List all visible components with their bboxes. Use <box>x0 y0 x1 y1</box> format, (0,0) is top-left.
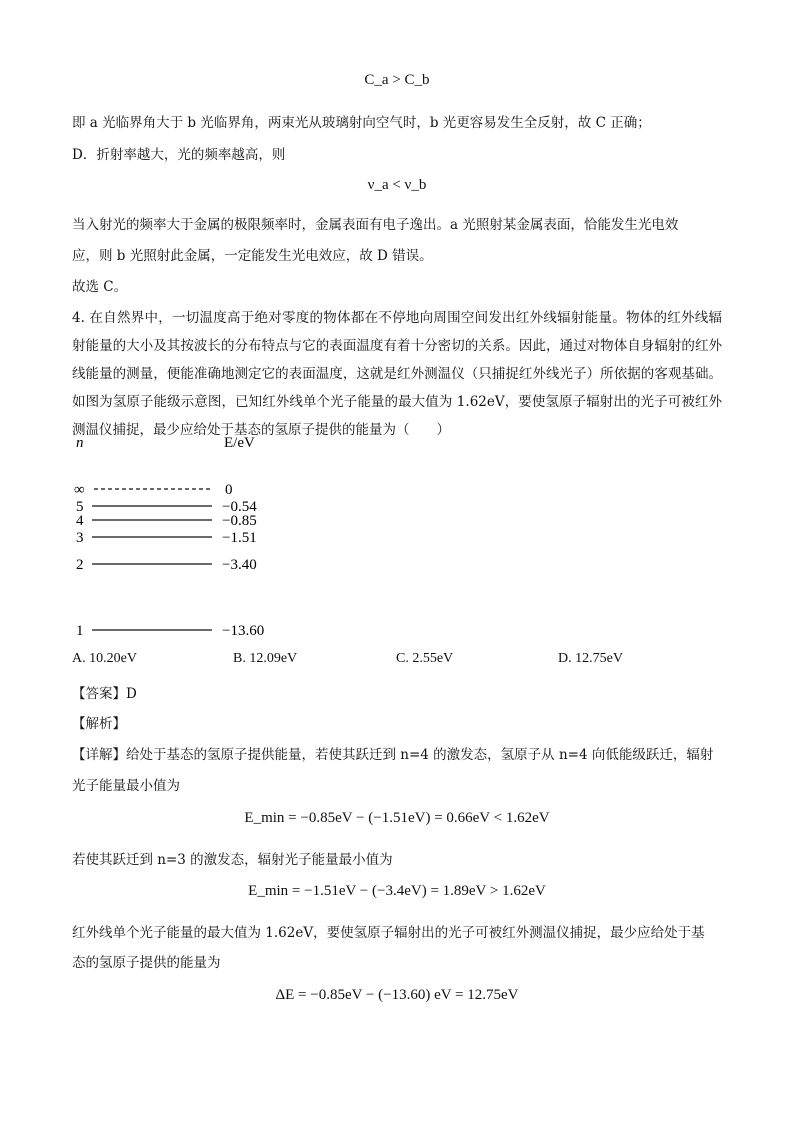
equation-n4: E_min = −0.85eV − (−1.51eV) = 0.66eV < 1.62eV <box>244 810 550 826</box>
level-e-3: −1.51 <box>222 530 257 546</box>
level-n-5: 5 <box>76 499 84 515</box>
level-e-1: −13.60 <box>222 623 265 639</box>
text-line: 应，则 b 光照射此金属，一定能发生光电效应，故 D 错误。 <box>72 248 433 264</box>
detail-line: 若使其跃迁到 n=3 的激发态，辐射光子能量最小值为 <box>72 852 393 868</box>
text-line: 故选 C。 <box>72 279 128 295</box>
analysis-label: 【解析】 <box>72 716 126 732</box>
option-c: C. 2.55eV <box>396 651 454 666</box>
detail-line: 【详解】给处于基态的氢原子提供能量，若使其跃迁到 n=4 的激发态，氢原子从 n=4 向低能级跃迁，辐射 <box>72 747 714 763</box>
conclusion-line: 红外线单个光子能量的最大值为 1.62eV，要使氢原子辐射出的光子可被红外测温仪捕捉，最少应给处于基 <box>72 925 705 941</box>
equation-n3: E_min = −1.51eV − (−3.4eV) = 1.89eV > 1.62eV <box>248 883 546 899</box>
energy-level-diagram <box>70 430 310 640</box>
equation-delta-e: ΔE = −0.85eV − (−13.60) eV = 12.75eV <box>275 987 519 1003</box>
option-a: A. 10.20eV <box>72 651 137 666</box>
diagram-header-n: n <box>76 435 84 451</box>
option-d: D. 12.75eV <box>558 651 623 666</box>
text-line: 当入射光的频率大于金属的极限频率时，金属表面有电子逸出。a 光照射某金属表面，恰能发生光电效 <box>72 217 679 233</box>
level-n-4: 4 <box>76 513 84 529</box>
level-n-3: 3 <box>76 530 84 546</box>
formula-critical-angle: C_a > C_b <box>364 72 430 88</box>
detail-line: 光子能量最小值为 <box>72 778 180 794</box>
level-e-inf: 0 <box>225 482 233 498</box>
formula-frequency: ν_a < ν_b <box>367 177 427 193</box>
question-text: 4. 在自然界中，一切温度高于绝对零度的物体都在不停地向周围空间发出红外线辐射能量。物体的红外线辐射能量的大小及其按波长的分布特点与它的表面温度有着十分密切的关系。因此，通过对物体自身辐射的红外线能量的测量，便能准确地测定它的表面温度，这就是红外测温仪（只捕捉红外线光子）所依据的客观基础。如图为氢原子能级示意图，已知红外线单个光子能量的最大值为 1.62eV，要使氢原子辐射出的光子可被红外测温仪捕捉，最少应给处于基态的氢原子提供的能量为（ ） <box>72 310 722 438</box>
level-n-2: 2 <box>76 557 84 573</box>
text-line: 即 a 光临界角大于 b 光临界角，两束光从玻璃射向空气时，b 光更容易发生全反射，故 C 正确； <box>72 115 651 131</box>
level-n-inf: ∞ <box>74 482 85 498</box>
level-n-1: 1 <box>76 623 84 639</box>
level-e-5: −0.54 <box>222 499 257 515</box>
diagram-header-e: E/eV <box>224 435 255 451</box>
level-e-4: −0.85 <box>222 513 257 529</box>
answer-label: 【答案】D <box>72 686 137 702</box>
level-e-2: −3.40 <box>222 557 257 573</box>
conclusion-line: 态的氢原子提供的能量为 <box>72 955 221 971</box>
text-line: D．折射率越大，光的频率越高，则 <box>72 147 286 163</box>
option-b: B. 12.09eV <box>233 651 298 666</box>
